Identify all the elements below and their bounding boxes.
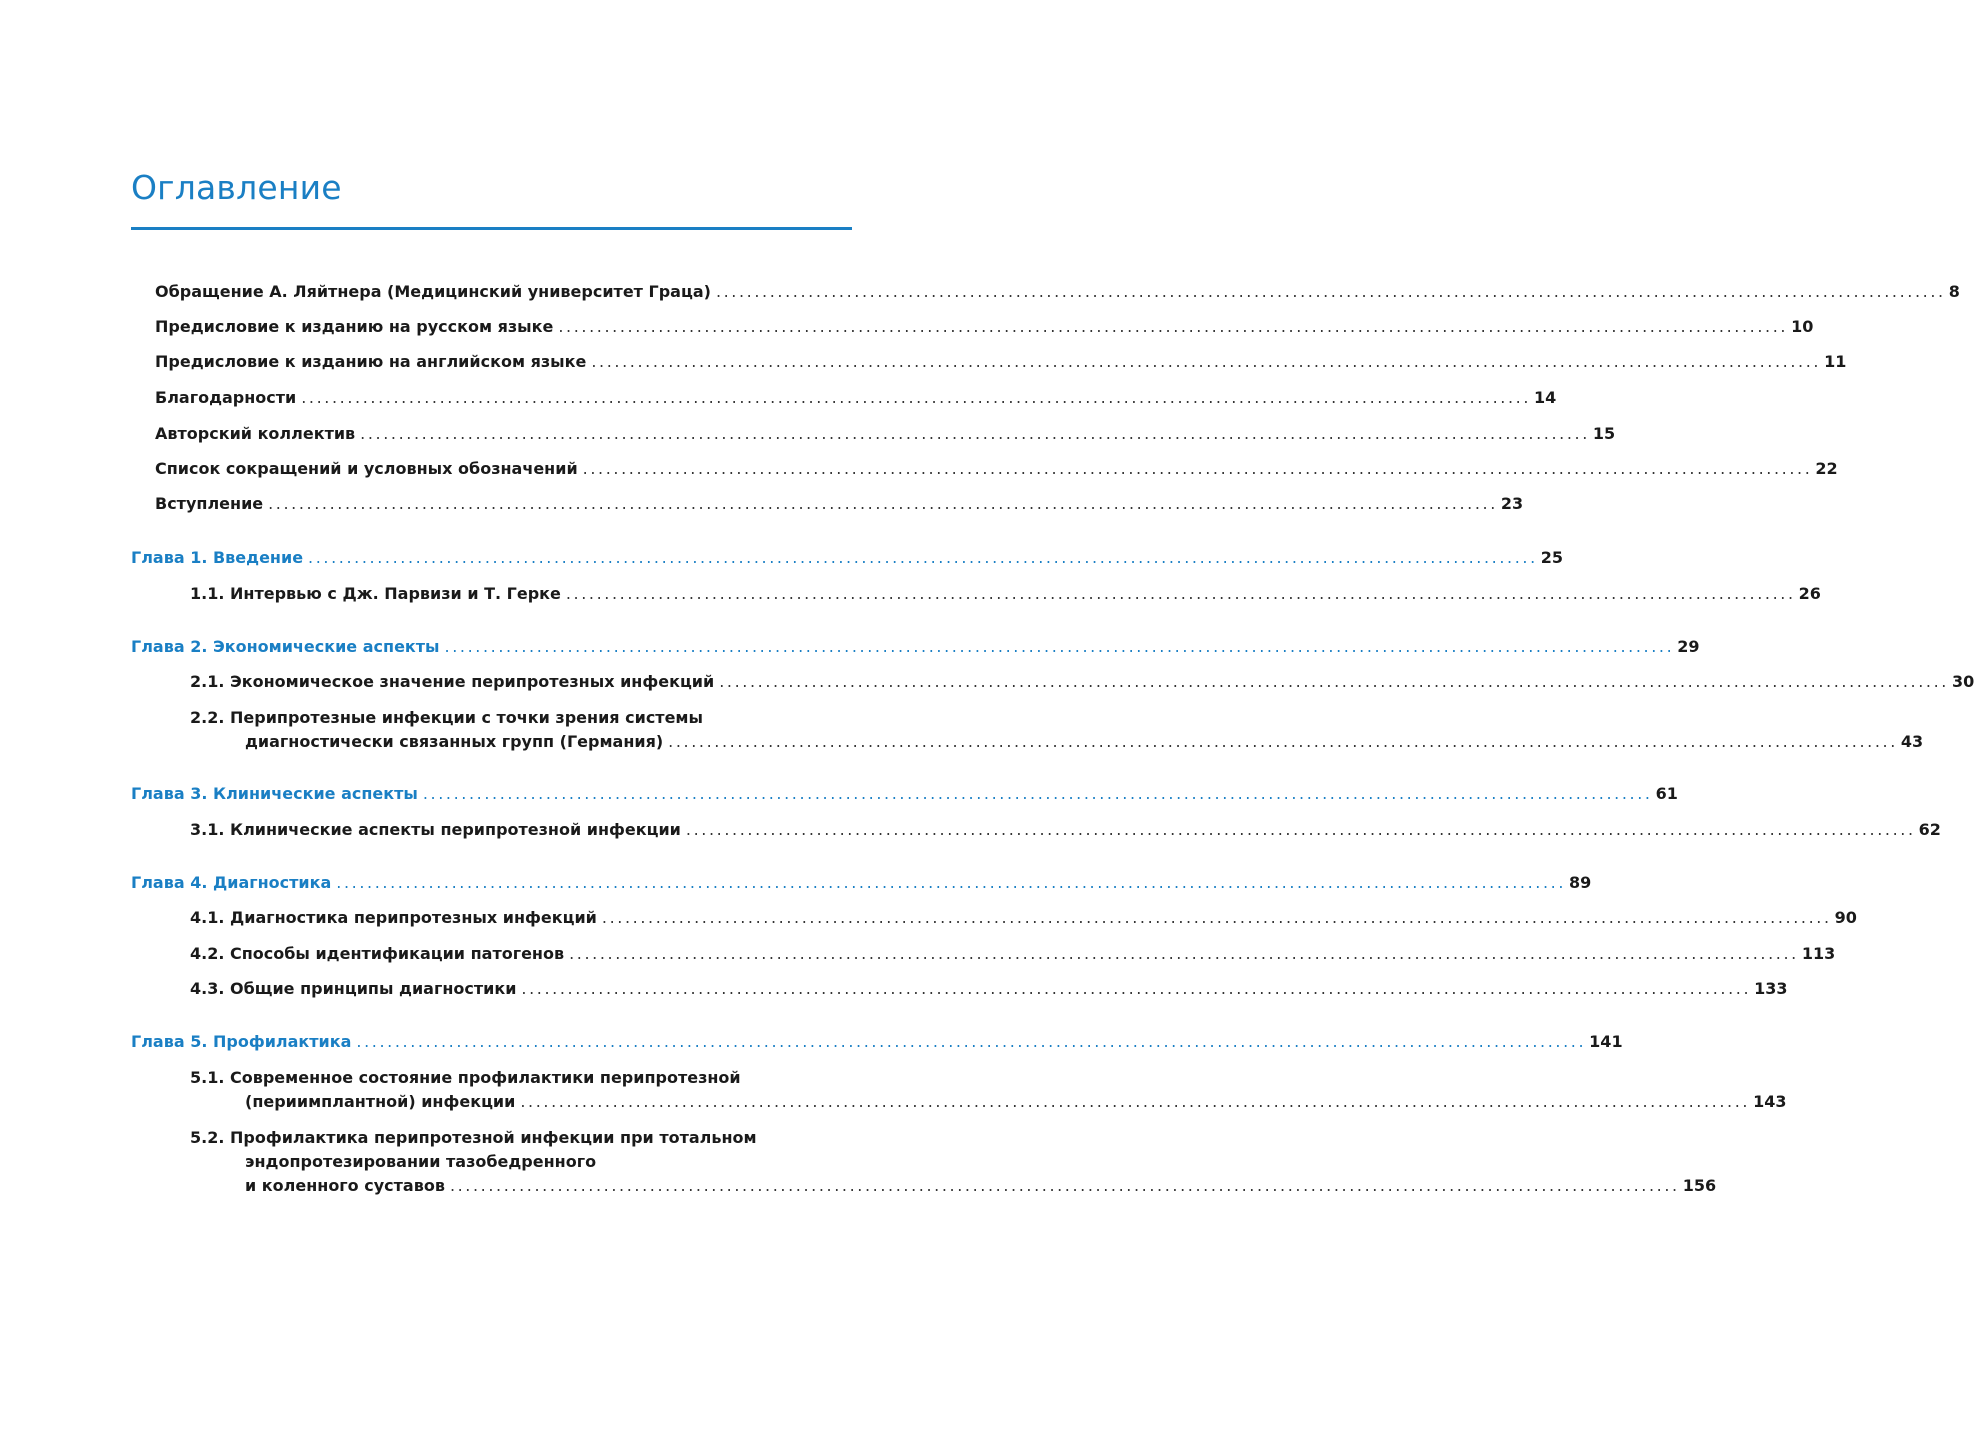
dot-leader: ................................................................................................................................................................	[565, 584, 1796, 603]
toc-entry-acknowledgements[interactable]	[155, 386, 1557, 410]
toc-page-number: 43	[1900, 732, 1924, 751]
toc-entry-label: Предисловие к изданию на английском языке	[155, 352, 587, 371]
toc-page-number: 113	[1801, 944, 1836, 963]
toc-section-2-1[interactable]	[190, 670, 1974, 694]
toc-entry-label: Обращение А. Ляйтнера (Медицинский университет Граца)	[155, 282, 711, 301]
dot-leader: ................................................................................................................................................................	[558, 317, 1789, 336]
dot-leader: ................................................................................................................................................................	[569, 944, 1799, 963]
toc-section-label: (периимплантной) инфекции	[245, 1092, 516, 1111]
toc-page-number: 141	[1589, 1032, 1623, 1051]
toc-page-number: 90	[1834, 908, 1857, 927]
dot-leader: ................................................................................................................................................................	[719, 672, 1949, 691]
toc-chapter-label: Глава 3. Клинические аспекты	[131, 784, 418, 803]
dot-leader: ................................................................................................................................................................	[268, 494, 1498, 513]
toc-chapter-1[interactable]	[131, 546, 1564, 570]
toc-chapter-label: Глава 1. Введение	[131, 548, 304, 567]
toc-page-number: 11	[1824, 352, 1847, 371]
toc-entry-authors[interactable]	[155, 422, 1616, 446]
toc-section-label: 4.1. Диагностика перипротезных инфекций	[190, 908, 597, 927]
toc-chapter-2[interactable]	[131, 635, 1700, 659]
toc-section-5-1-line-1[interactable]: 5.1. Современное состояние профилактики перипротезной	[190, 1068, 741, 1087]
toc-page-number: 156	[1682, 1176, 1717, 1195]
dot-leader: ................................................................................................................................................................	[601, 908, 1832, 927]
toc-page-number: 62	[1918, 820, 1941, 839]
dot-leader: ................................................................................................................................................................	[356, 1032, 1587, 1051]
toc-chapter-label: Глава 4. Диагностика	[131, 873, 332, 892]
toc-page-number: 30	[1951, 672, 1974, 691]
toc-section-label: и коленного суставов	[245, 1176, 445, 1195]
dot-leader: ................................................................................................................................................................	[685, 820, 1916, 839]
toc-entry-russian-preface[interactable]	[155, 315, 1814, 339]
toc-page-number: 26	[1798, 584, 1821, 603]
toc-section-5-2-line-2[interactable]: эндопротезировании тазобедренного	[245, 1152, 597, 1171]
toc-entry-abbreviations[interactable]	[155, 457, 1838, 481]
toc-section-2-2[interactable]	[245, 730, 1924, 754]
toc-section-4-1[interactable]	[190, 906, 1857, 930]
toc-entry-label: Список сокращений и условных обозначений	[155, 459, 578, 478]
toc-section-1-1[interactable]	[190, 582, 1821, 606]
toc-section-4-2[interactable]	[190, 942, 1836, 966]
toc-section-5-2-line-1[interactable]: 5.2. Профилактика перипротезной инфекции при тотальном	[190, 1128, 757, 1147]
toc-page-number: 29	[1677, 637, 1700, 656]
dot-leader: ................................................................................................................................................................	[449, 1176, 1680, 1195]
toc-page-number: 14	[1534, 388, 1557, 407]
toc-section-label: 2.1. Экономическое значение перипротезных инфекций	[190, 672, 715, 691]
toc-section-5-1[interactable]	[245, 1090, 1787, 1114]
dot-leader: ................................................................................................................................................................	[715, 282, 1946, 301]
toc-section-2-2-line-1[interactable]: 2.2. Перипротезные инфекции с точки зрения системы	[190, 708, 703, 727]
page-title: Оглавление	[131, 168, 342, 207]
toc-entry-label: Предисловие к изданию на русском языке	[155, 317, 554, 336]
dot-leader: ................................................................................................................................................................	[444, 637, 1675, 656]
toc-page-number: 23	[1500, 494, 1524, 513]
dot-leader: ................................................................................................................................................................	[336, 873, 1567, 892]
dot-leader: ................................................................................................................................................................	[591, 352, 1822, 371]
dot-leader: ................................................................................................................................................................	[422, 784, 1653, 803]
toc-section-label: 4.3. Общие принципы диагностики	[190, 979, 517, 998]
toc-section-label: 3.1. Клинические аспекты перипротезной инфекции	[190, 820, 681, 839]
toc-page-number: 25	[1540, 548, 1564, 567]
dot-leader: ................................................................................................................................................................	[582, 459, 1813, 478]
toc-entry-leitner-address[interactable]	[155, 280, 1960, 304]
dot-leader: ................................................................................................................................................................	[521, 979, 1752, 998]
toc-page-number: 8	[1948, 282, 1960, 301]
toc-section-3-1[interactable]	[190, 818, 1941, 842]
dot-leader: ................................................................................................................................................................	[360, 424, 1590, 443]
dot-leader: ................................................................................................................................................................	[301, 388, 1531, 407]
dot-leader: ................................................................................................................................................................	[520, 1092, 1751, 1111]
toc-entry-english-preface[interactable]	[155, 350, 1847, 374]
toc-chapter-label: Глава 5. Профилактика	[131, 1032, 352, 1051]
toc-page-number: 22	[1815, 459, 1838, 478]
toc-entry-introduction[interactable]	[155, 492, 1524, 516]
toc-entry-label: Авторский коллектив	[155, 424, 356, 443]
toc-page-number: 61	[1655, 784, 1678, 803]
dot-leader: ................................................................................................................................................................	[668, 732, 1898, 751]
toc-chapter-5[interactable]	[131, 1030, 1623, 1054]
toc-entry-label: Благодарности	[155, 388, 297, 407]
toc-section-5-2[interactable]	[245, 1174, 1717, 1198]
toc-section-label: диагностически связанных групп (Германия)	[245, 732, 664, 751]
toc-page-number: 133	[1754, 979, 1788, 998]
toc-entry-label: Вступление	[155, 494, 264, 513]
toc-page-number: 89	[1569, 873, 1592, 892]
title-divider	[131, 227, 852, 230]
toc-chapter-label: Глава 2. Экономические аспекты	[131, 637, 440, 656]
toc-section-label: 1.1. Интервью с Дж. Парвизи и Т. Герке	[190, 584, 561, 603]
toc-page-number: 15	[1592, 424, 1616, 443]
toc-page-number: 10	[1791, 317, 1814, 336]
toc-section-label: 4.2. Способы идентификации патогенов	[190, 944, 565, 963]
toc-page-number: 143	[1753, 1092, 1787, 1111]
toc-section-4-3[interactable]	[190, 977, 1788, 1001]
dot-leader: ................................................................................................................................................................	[308, 548, 1538, 567]
toc-chapter-3[interactable]	[131, 782, 1678, 806]
toc-chapter-4[interactable]	[131, 871, 1592, 895]
